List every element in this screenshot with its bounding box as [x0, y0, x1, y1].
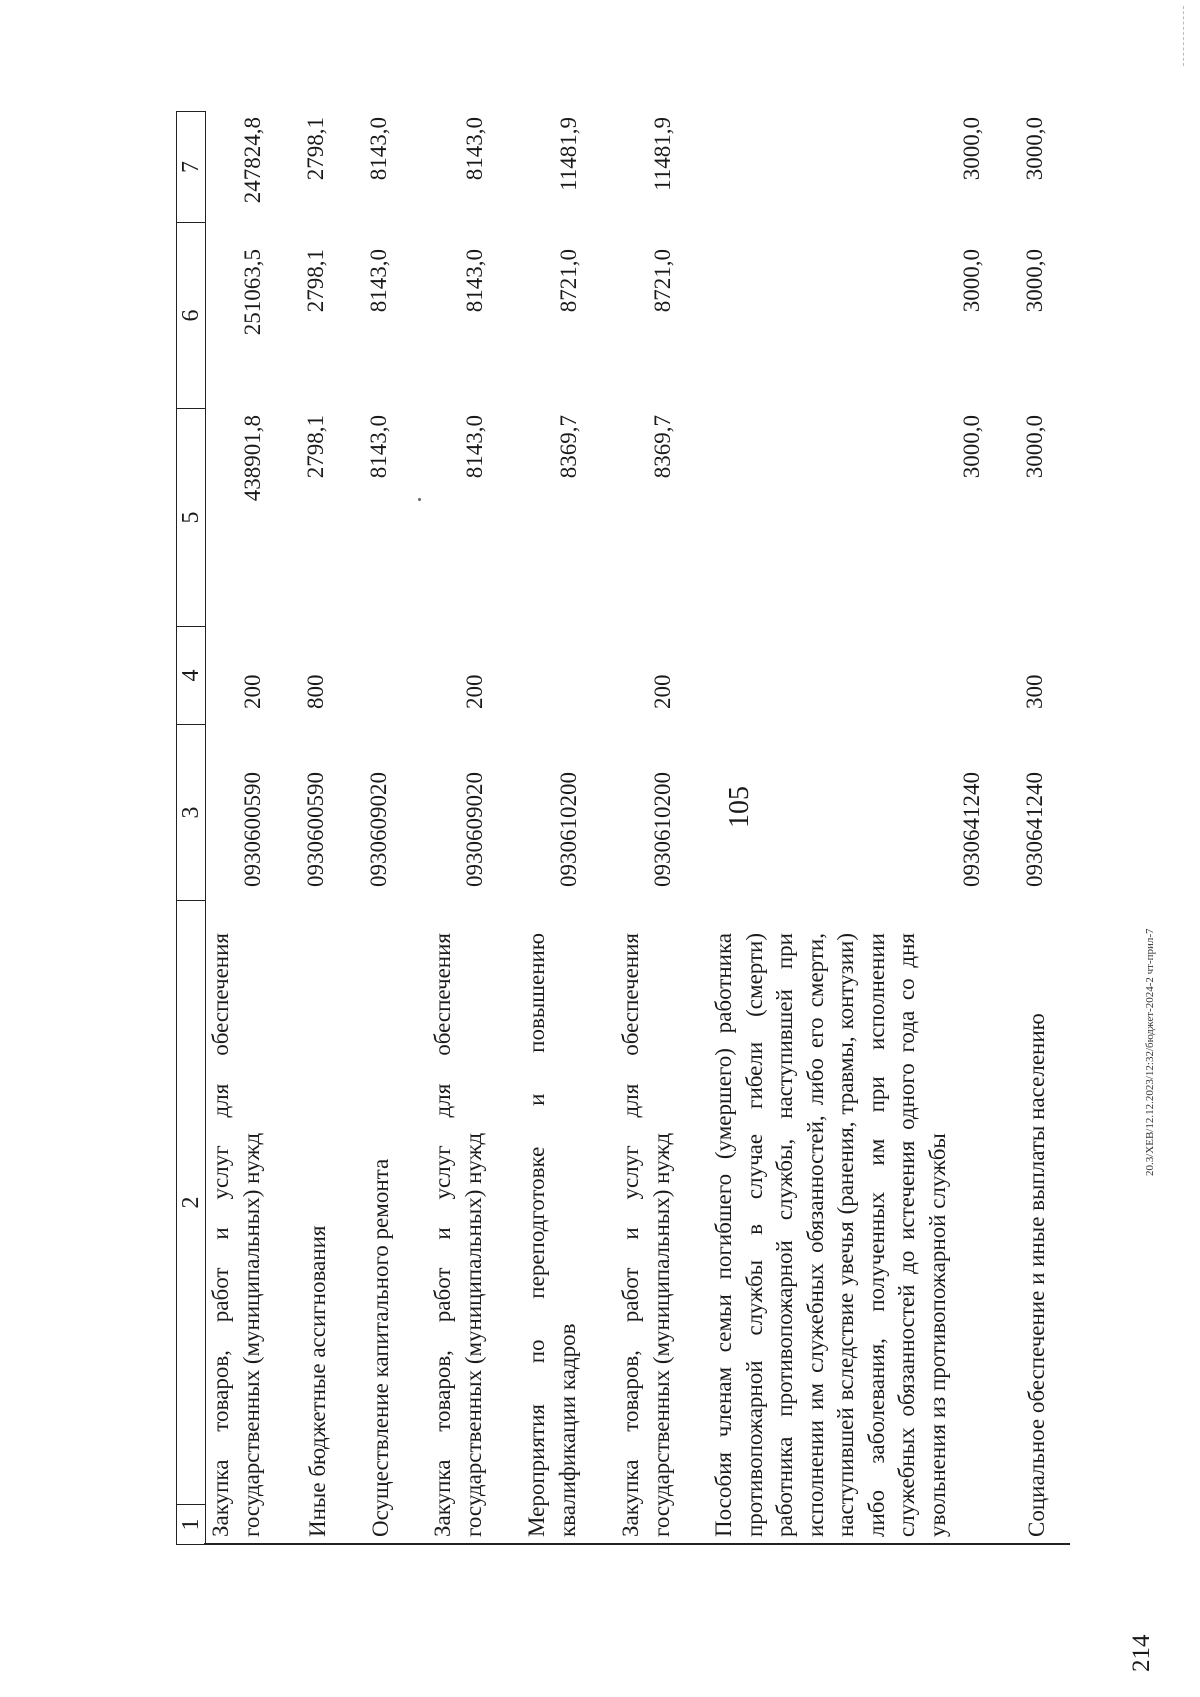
row-value-5: 8143,0 [462, 415, 487, 479]
row-type: 200 [240, 674, 265, 709]
row-description: Закупка товаров, работ и услуг для обеспечения государственных (муниципальных) нужд [208, 933, 264, 1537]
row-value-5: 8369,7 [650, 415, 675, 479]
header-col-4: 4 [177, 626, 205, 724]
table-left-border [204, 1543, 1070, 1545]
page-number: 105 [724, 786, 755, 828]
row-description: Пособия членам семьи погибшего (умершего) работника противопожарной службы в случае гибели (смерти) работника противопожарной службы, наступившей при исполнении им служебных обязанностей, либо его смерти, наступившей вследствие увечья (ранения, травмы, контузии) либо заболевания, полученных им при исполнении служебных обязанностей до истечения одного года со дня увольнения из противопожарной службы [711, 933, 950, 1537]
row-value-7: 11481,9 [556, 117, 581, 191]
row-value-5: 3000,0 [959, 415, 984, 479]
row-code: 0930610200 [650, 772, 675, 887]
row-type: 800 [303, 674, 328, 709]
row-value-6: 3000,0 [1022, 249, 1047, 313]
row-value-7: 8143,0 [462, 117, 487, 181]
row-code: 0930641240 [959, 772, 984, 887]
row-value-5: 8143,0 [366, 415, 391, 479]
row-value-7: 247824,8 [240, 117, 265, 204]
scan-edge-mark [1183, 6, 1186, 66]
row-value-5: 2798,1 [303, 415, 328, 479]
row-value-7: 8143,0 [366, 117, 391, 181]
row-value-6: 3000,0 [959, 249, 984, 313]
row-description: Закупка товаров, работ и услуг для обеспечения государственных (муниципальных) нужд [618, 933, 674, 1537]
row-value-7: 3000,0 [959, 117, 984, 181]
header-col-1: 1 [177, 1504, 205, 1544]
sheet-number: 214 [1128, 1634, 1155, 1672]
header-col-5: 5 [177, 408, 205, 626]
row-value-7: 11481,9 [650, 117, 675, 191]
budget-table [176, 111, 1070, 1545]
row-description: Социальное обеспечение и иные выплаты населению [1024, 1013, 1049, 1537]
row-code: 0930641240 [1022, 772, 1047, 887]
row-type: 200 [462, 674, 487, 709]
row-value-5: 3000,0 [1022, 415, 1047, 479]
row-code: 0930600590 [240, 772, 265, 887]
row-value-6: 8143,0 [366, 249, 391, 313]
row-type: 200 [650, 674, 675, 709]
row-type: 300 [1022, 674, 1047, 709]
row-value-7: 2798,1 [303, 117, 328, 181]
row-value-5: 438901,8 [240, 415, 265, 502]
row-value-6: 8143,0 [462, 249, 487, 313]
row-code: 0930600590 [303, 772, 328, 887]
row-description: Мероприятия по переподготовке и повышению квалификации кадров [524, 933, 580, 1537]
row-value-6: 8721,0 [556, 249, 581, 313]
header-col-3: 3 [177, 724, 205, 900]
row-value-5: 8369,7 [556, 415, 581, 479]
header-col-2: 2 [177, 900, 205, 1504]
table-header-row [176, 111, 206, 1545]
header-col-7: 7 [178, 161, 204, 173]
row-description: Закупка товаров, работ и услуг для обеспечения государственных (муниципальных) нужд [430, 933, 486, 1537]
row-code: 0930610200 [556, 772, 581, 887]
row-value-6: 251063,5 [240, 249, 265, 336]
row-value-7: 3000,0 [1022, 117, 1047, 181]
document-code: 20.3/ХЕВ/12.12.2023/12:32/бюджет-2024-2 чт-прил-7 [1144, 928, 1156, 1176]
row-value-6: 8721,0 [650, 249, 675, 313]
row-value-6: 2798,1 [303, 249, 328, 313]
row-code: 0930609020 [462, 772, 487, 887]
row-code: 0930609020 [366, 772, 391, 887]
header-col-6: 6 [177, 222, 205, 408]
row-description: Иные бюджетные ассигнования [305, 1225, 330, 1537]
row-description: Осуществление капитального ремонта [368, 1158, 393, 1537]
